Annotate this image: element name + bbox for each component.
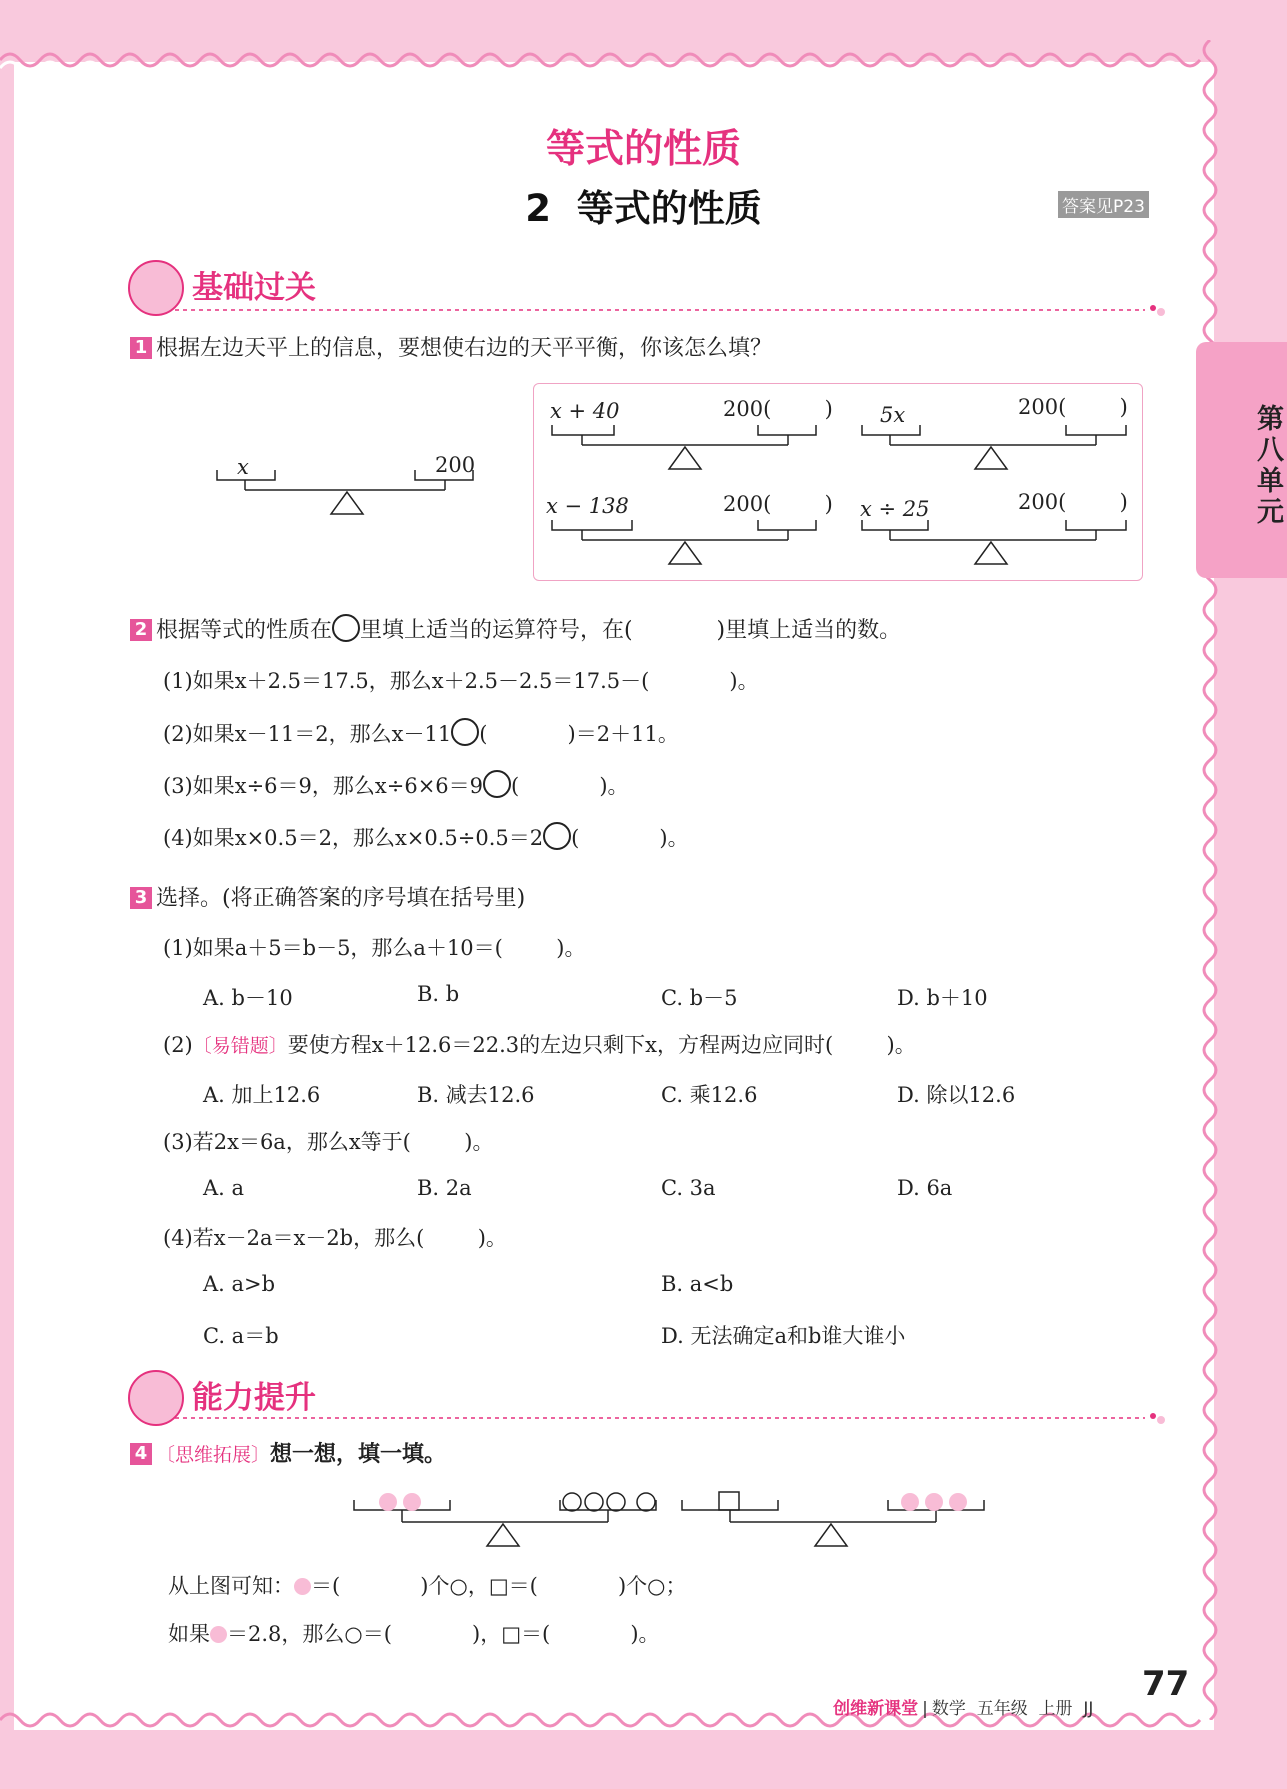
q3-1-option-c: C. b－5 — [661, 986, 738, 1010]
question-2 — [130, 614, 901, 646]
footer-info: 数学 五年级 上册 JJ — [931, 1699, 1094, 1719]
q3-1-option-a: A. b－10 — [203, 986, 293, 1010]
balance-scale-icon — [548, 395, 838, 475]
line-text: 从上图可知： — [168, 1574, 294, 1598]
right-wave-border — [1190, 40, 1230, 1720]
balance-1 — [548, 395, 838, 475]
balance-left-label: 5x — [880, 403, 906, 427]
q3-3-option-b: B. 2a — [417, 1176, 472, 1200]
question-1 — [130, 334, 772, 364]
footer — [823, 1675, 1093, 1719]
pink-dot-icon — [210, 1626, 227, 1643]
q3-4-option-a: A. a>b — [203, 1272, 276, 1296]
item-text: (4)如果x×0.5＝2，那么x×0.5÷0.5＝2 — [163, 826, 544, 850]
balance-2 — [858, 395, 1138, 475]
q2-item-1: (1)如果x＋2.5＝17.5，那么x＋2.5－2.5＝17.5－( )。 — [163, 669, 759, 693]
question-text: 根据等式的性质在 — [156, 618, 333, 643]
line-text-cont: ＝( )个○，□＝( )个○； — [311, 1574, 687, 1598]
q3-4-option-b: B. a<b — [661, 1272, 734, 1296]
balance-scale-icon — [858, 395, 1138, 475]
bottom-wave-border — [0, 1700, 1287, 1740]
item-text: (3)如果x÷6＝9，那么x÷6×6＝9 — [163, 774, 484, 798]
page-supertitle: 等式的性质 — [545, 127, 741, 172]
q3-2-option-b: B. 减去12.6 — [417, 1083, 535, 1107]
balance-scale-icon — [858, 490, 1138, 570]
q3-1-option-b: B. b — [417, 982, 460, 1006]
answer-reference-badge: 答案见P23 — [1058, 191, 1149, 218]
pink-dot-icon — [294, 1578, 311, 1595]
item-text-cont: ( )＝2＋11。 — [479, 722, 679, 746]
balance-scale-icon — [215, 450, 475, 520]
error-prone-tag: 〔易错题〕 — [192, 1035, 288, 1057]
unit-side-tab — [1196, 342, 1287, 578]
question-4 — [130, 1440, 446, 1470]
question-number: 3 — [130, 887, 152, 909]
balance-pinkdots-vs-circles — [350, 1490, 660, 1556]
item-prefix: (2) — [163, 1033, 193, 1057]
section-advanced-divider — [175, 1408, 1175, 1428]
page-number: 77 — [1142, 1664, 1190, 1704]
footer-brand: 创维新课堂 — [833, 1699, 919, 1719]
balance-right-label: 200( ) — [1018, 395, 1128, 419]
q3-item-2-stem — [163, 1030, 916, 1061]
operator-circle-icon — [543, 822, 571, 850]
q3-item-1-stem: (1)如果a＋5＝b－5，那么a＋10＝( )。 — [163, 936, 586, 960]
balance-left-label: x − 138 — [546, 494, 629, 518]
balance-scale-icon — [548, 490, 838, 570]
question-text: 根据左边天平上的信息，要想使右边的天平平衡，你该怎么填？ — [156, 336, 773, 361]
question-number: 2 — [130, 619, 152, 641]
balance-right-label: 200( ) — [723, 397, 833, 421]
q3-2-option-d: D. 除以12.6 — [897, 1083, 1016, 1107]
section-advanced-title: 能力提升 — [192, 1380, 316, 1416]
section-basic-title: 基础过关 — [192, 270, 316, 306]
question-number: 1 — [130, 337, 152, 359]
q3-2-option-a: A. 加上12.6 — [203, 1083, 321, 1107]
unit-label: 第八单元 — [1252, 404, 1283, 528]
q3-4-option-d: D. 无法确定a和b谁大谁小 — [661, 1324, 906, 1348]
balance-left-label: x — [237, 455, 249, 479]
line-text: 如果 — [168, 1622, 210, 1646]
question-number: 4 — [130, 1443, 152, 1465]
item-text-cont: ( )。 — [511, 774, 629, 798]
balance-square-vs-pinkdots — [678, 1490, 988, 1556]
page-title: 2 等式的性质 — [525, 187, 762, 230]
q3-4-option-c: C. a＝b — [203, 1324, 279, 1348]
balance-right-label: 200( ) — [723, 492, 833, 516]
q4-line-1 — [168, 1571, 686, 1601]
item-text-cont: ( )。 — [571, 826, 689, 850]
reference-balance — [215, 450, 475, 520]
operator-circle-icon — [451, 718, 479, 746]
q2-item-2 — [163, 718, 679, 749]
q2-item-3 — [163, 770, 629, 801]
q3-1-option-d: D. b＋10 — [897, 986, 988, 1010]
line-text-cont: ＝2.8，那么○＝( )，□＝( )。 — [227, 1622, 660, 1646]
footer-divider: | — [922, 1699, 928, 1719]
q3-item-4-stem: (4)若x－2a＝x－2b，那么( )。 — [163, 1226, 507, 1250]
question-text-cont: 里填上适当的运算符号，在( )里填上适当的数。 — [360, 618, 902, 643]
question-3 — [130, 884, 525, 914]
q3-2-option-c: C. 乘12.6 — [661, 1083, 758, 1107]
q3-3-option-c: C. 3a — [661, 1176, 716, 1200]
item-stem-text: 要使方程x＋12.6＝22.3的左边只剩下x，方程两边应同时( )。 — [287, 1033, 916, 1057]
operator-circle-icon — [483, 770, 511, 798]
q2-item-4 — [163, 822, 689, 853]
q4-line-2 — [168, 1619, 660, 1649]
q3-3-option-a: A. a — [203, 1176, 245, 1200]
question-text: 选择。(将正确答案的序号填在括号里) — [156, 886, 526, 911]
question-text: 想一想，填一填。 — [270, 1442, 447, 1467]
thinking-tag: 〔思维拓展〕 — [156, 1444, 271, 1466]
balance-left-label: x ÷ 25 — [860, 497, 930, 521]
operator-circle-icon — [332, 614, 360, 642]
balance-4 — [858, 490, 1138, 570]
balance-3 — [548, 490, 838, 570]
q3-item-3-stem: (3)若2x＝6a，那么x等于( )。 — [163, 1130, 494, 1154]
item-text: (2)如果x－11＝2，那么x－11 — [163, 722, 452, 746]
balance-right-label: 200( ) — [1018, 490, 1128, 514]
q3-3-option-d: D. 6a — [897, 1176, 953, 1200]
balance-right-label: 200 — [435, 453, 476, 477]
balance-left-label: x + 40 — [550, 399, 620, 423]
top-wave-border — [0, 40, 1287, 80]
section-basic-divider — [175, 300, 1175, 320]
